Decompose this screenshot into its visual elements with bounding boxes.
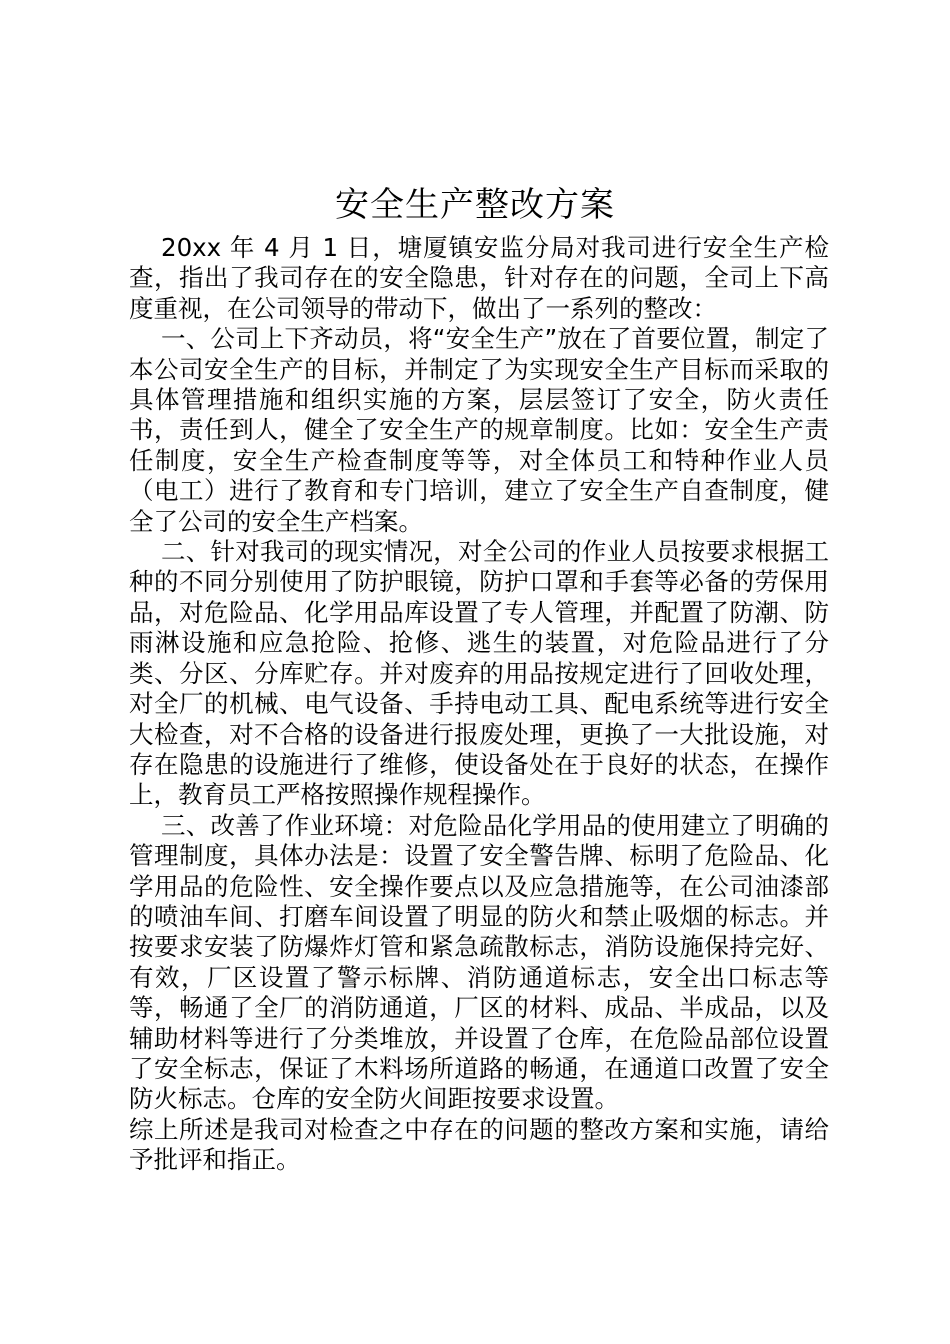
document-title: 安全生产整改方案: [335, 185, 615, 225]
intro-paragraph: 20xx 年 4 月 1 日，塘厦镇安监分局对我司进行安全生产检查，指出了我司存在的安全隐患，针对存在的问题，全司上下高度重视，在公司领导的带动下，做出了一系列的整改：: [129, 233, 829, 323]
document-body: [129, 233, 829, 1176]
section-two-paragraph: 二、针对我司的现实情况，对全公司的作业人员按要求根据工种的不同分别使用了防护眼镜，防护口罩和手套等必备的劳保用品，对危险品、化学用品库设置了专人管理，并配置了防潮、防雨淋设施和应急抢险、抢修、逃生的装置，对危险品进行了分类、分区、分库贮存。并对废弃的用品按规定进行了回收处理，对全厂的机械、电气设备、手持电动工具、配电系统等进行安全大检查，对不合格的设备进行报废处理，更换了一大批设施，对存在隐患的设施进行了维修，使设备处在于良好的状态，在操作上，教育员工严格按照操作规程操作。: [129, 537, 829, 810]
section-one-paragraph: 一、公司上下齐动员，将“安全生产”放在了首要位置，制定了本公司安全生产的目标，并制定了为实现安全生产目标而采取的具体管理措施和组织实施的方案，层层签订了安全，防火责任书，责任到人，健全了安全生产的规章制度。比如：安全生产责任制度，安全生产检查制度等等，对全体员工和特种作业人员（电工）进行了教育和专门培训，建立了安全生产自查制度，健全了公司的安全生产档案。: [129, 324, 829, 536]
section-three-paragraph: 三、改善了作业环境：对危险品化学用品的使用建立了明确的管理制度，具体办法是：设置了安全警告牌、标明了危险品、化学用品的危险性、安全操作要点以及应急措施等，在公司油漆部的喷油车间、打磨车间设置了明显的防火和禁止吸烟的标志。并按要求安装了防爆炸灯管和紧急疏散标志，消防设施保持完好、有效，厂区设置了警示标牌、消防通道标志，安全出口标志等等，畅通了全厂的消防通道，厂区的材料、成品、半成品，以及辅助材料等进行了分类堆放，并设置了仓库，在危险品部位设置了安全标志，保证了木料场所道路的畅通，在通道口改置了安全防火标志。仓库的安全防火间距按要求设置。: [129, 810, 829, 1114]
conclusion-paragraph: 综上所述是我司对检查之中存在的问题的整改方案和实施，请给予批评和指正。: [129, 1114, 829, 1175]
